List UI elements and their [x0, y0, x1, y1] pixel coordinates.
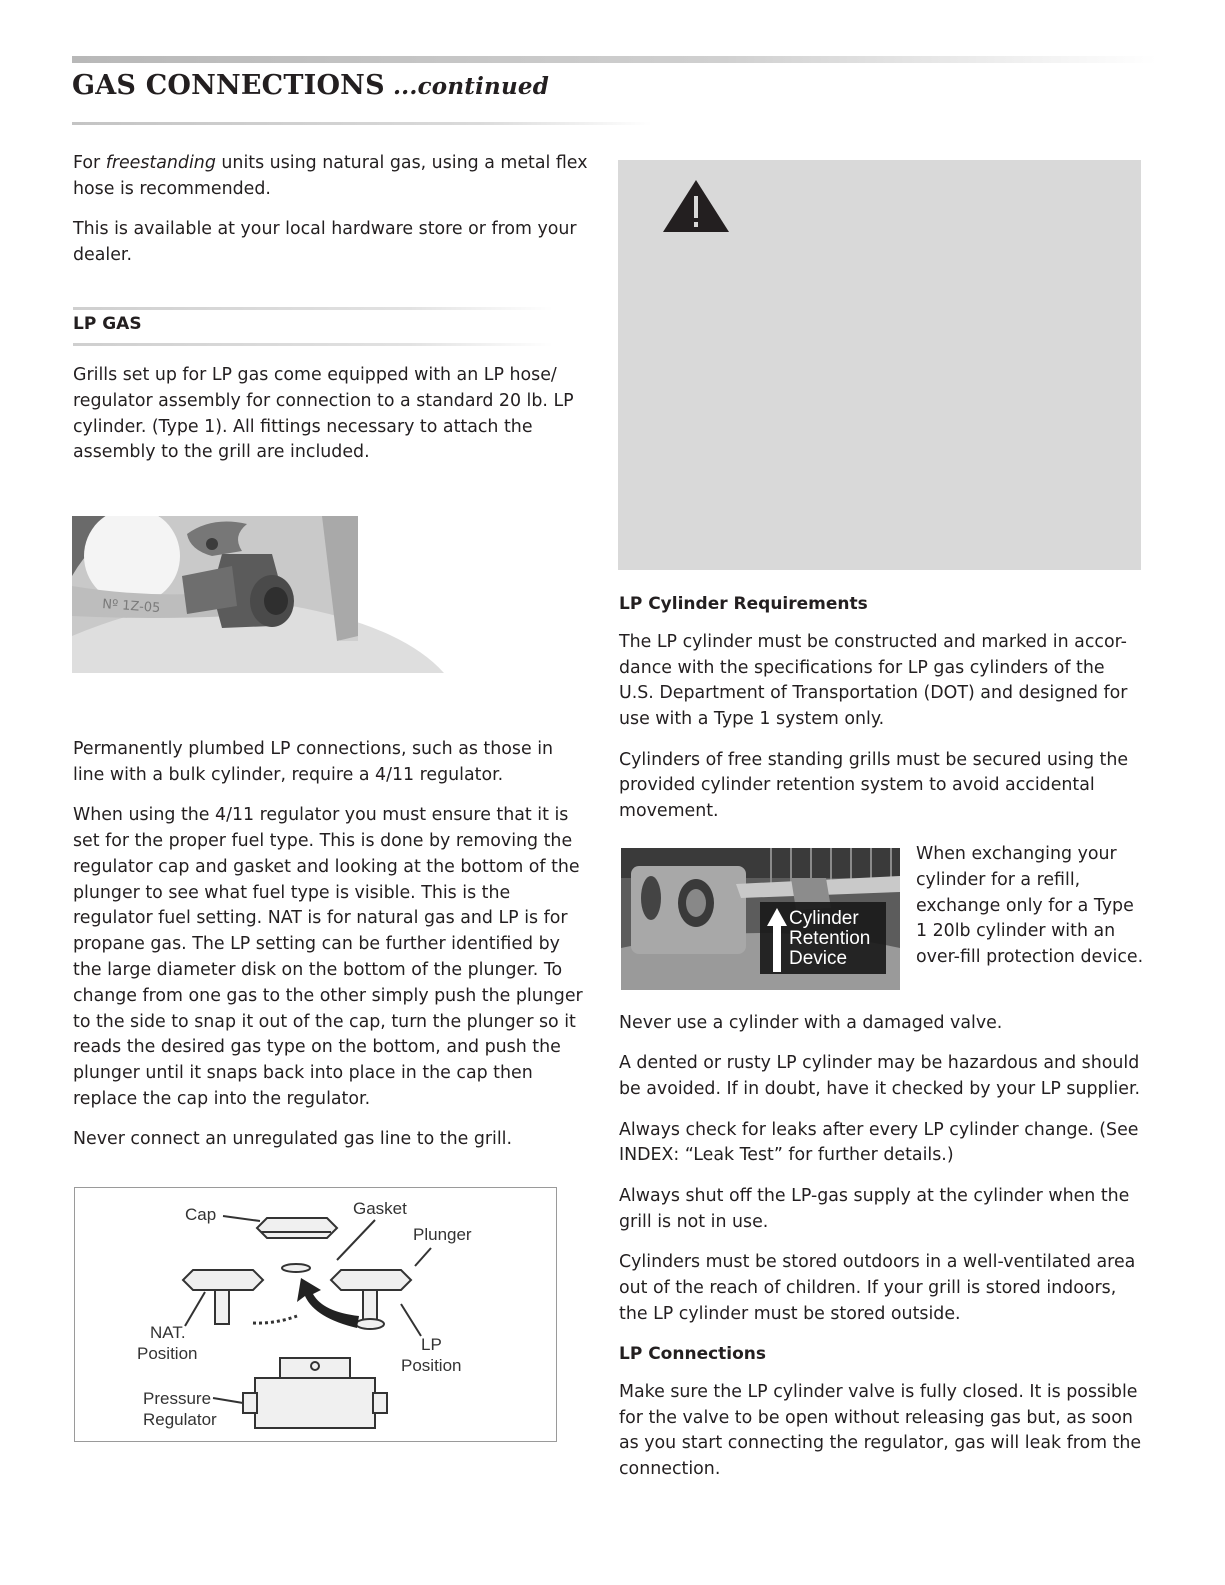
- regulator-diagram: [74, 1187, 557, 1442]
- cylinder-retention-photo: [621, 848, 900, 990]
- page-title-main: GAS CONNECTIONS: [72, 70, 385, 101]
- photo-label-cylinder: Cylinder: [789, 908, 859, 929]
- intro-emphasis: freestanding: [105, 153, 216, 173]
- right-column-lower: [619, 1011, 1144, 1498]
- warning-box: [618, 160, 1141, 570]
- lp-gas-rule-top: [73, 307, 553, 310]
- label-gasket: Gasket: [353, 1199, 407, 1218]
- leak-check-paragraph: Always check for leaks after every LP cylinder change. (See INDEX: “Leak Test” for further details.): [619, 1119, 1139, 1166]
- storage-paragraph: Cylinders must be stored outdoors in a well-ventilated area out of the reach of children. If your grill is stored indoors, the LP cylinder must be stored outside.: [619, 1251, 1136, 1324]
- right-column-requirements: [619, 592, 1144, 840]
- warning-triangle-icon: [661, 178, 731, 234]
- exchange-paragraph: When exchanging your cylinder for a refill, exchange only for a Type 1 20lb cylinder with an over-fill protection device.: [916, 844, 1144, 968]
- label-cap: Cap: [185, 1205, 217, 1224]
- cylinder-valve-photo: [72, 516, 444, 673]
- photo-label-device: Device: [789, 948, 848, 969]
- photo-label-retention: Retention: [789, 928, 871, 949]
- label-lp-2: Position: [401, 1356, 462, 1375]
- lp-gas-heading: LP GAS: [73, 314, 142, 334]
- damaged-valve-paragraph: Never use a cylinder with a damaged valve.: [619, 1013, 1003, 1033]
- valve-marking: Nº 1Z-05: [101, 597, 161, 617]
- page-title-continued: ...continued: [384, 73, 549, 100]
- requirements-paragraph-2: Cylinders of free standing grills must be secured using the provided cylinder retention system to avoid accidental movement.: [619, 749, 1129, 822]
- availability-paragraph: This is available at your local hardware store or from your dealer.: [73, 219, 577, 265]
- lp-gas-rule-bottom: [73, 343, 553, 346]
- label-nat-1: NAT.: [150, 1323, 186, 1342]
- never-connect-paragraph: Never connect an unregulated gas line to the grill.: [73, 1129, 513, 1150]
- label-regulator-2: Regulator: [143, 1410, 217, 1429]
- intro-pre: For: [73, 153, 106, 173]
- plumbed-paragraph: Permanently plumbed LP connections, such as those in line with a bulk cylinder, require a 4/11 regulator.: [73, 739, 554, 785]
- shutoff-paragraph: Always shut off the LP-gas supply at the cylinder when the grill is not in use.: [619, 1185, 1130, 1232]
- page-title: [72, 70, 549, 101]
- lp-connections-paragraph: Make sure the LP cylinder valve is fully closed. It is possible for the valve to be open without releasing gas but, as soon as you start connecting the regulator, gas will leak from the connection.: [619, 1381, 1142, 1480]
- lp-gas-description: Grills set up for LP gas come equipped with an LP hose/ regulator assembly for connection to a standard 20 lb. LP cylinder. (Type 1). All fittings necessary to attach the assembly to the grill are included.: [73, 365, 574, 463]
- lp-gas-description-block: [73, 363, 578, 481]
- label-lp-1: LP: [421, 1335, 442, 1354]
- label-regulator-1: Pressure: [143, 1389, 212, 1408]
- label-nat-2: Position: [137, 1344, 198, 1363]
- regulator-paragraph: When using the 4/11 regulator you must ensure that it is set for the proper fuel type. This is done by removing the regulator cap and gasket and looking at the bottom of the plunger to see what fuel type is visible. This is the regulator fuel setting. NAT is for natural gas and LP is for propane gas. The LP setting can be further identified by the large diameter disk on the bottom of the plunger. To change from one gas to the other simply push the plunger to the side to snap it out of the cap, turn the plunger so it reads the desired gas type on the bottom, and push the plunger until it snaps back into place in the cap then replace the cap into the regulator.: [73, 805, 583, 1109]
- left-column-regulator: [73, 737, 588, 1168]
- label-plunger: Plunger: [413, 1225, 472, 1244]
- lp-connections-heading: LP Connections: [619, 1343, 767, 1364]
- top-rule: [72, 56, 1157, 63]
- dented-cylinder-paragraph: A dented or rusty LP cylinder may be hazardous and should be avoided. If in doubt, have it checked by your LP supplier.: [619, 1053, 1141, 1100]
- regulator-diagram-drawing: [75, 1188, 556, 1441]
- title-rule: [72, 122, 652, 125]
- requirements-paragraph-1: The LP cylinder must be constructed and marked in accor-dance with the specifications for LP gas cylinders of the U.S. Department of Transportation (DOT) and designed for use with a Type 1 system only.: [619, 631, 1128, 730]
- intro-paragraph: [73, 151, 588, 203]
- left-column-intro: [73, 151, 588, 283]
- lp-cylinder-requirements-heading: LP Cylinder Requirements: [619, 594, 868, 614]
- intro-post: units using natural gas, using a metal flex hose is recommended.: [73, 153, 588, 199]
